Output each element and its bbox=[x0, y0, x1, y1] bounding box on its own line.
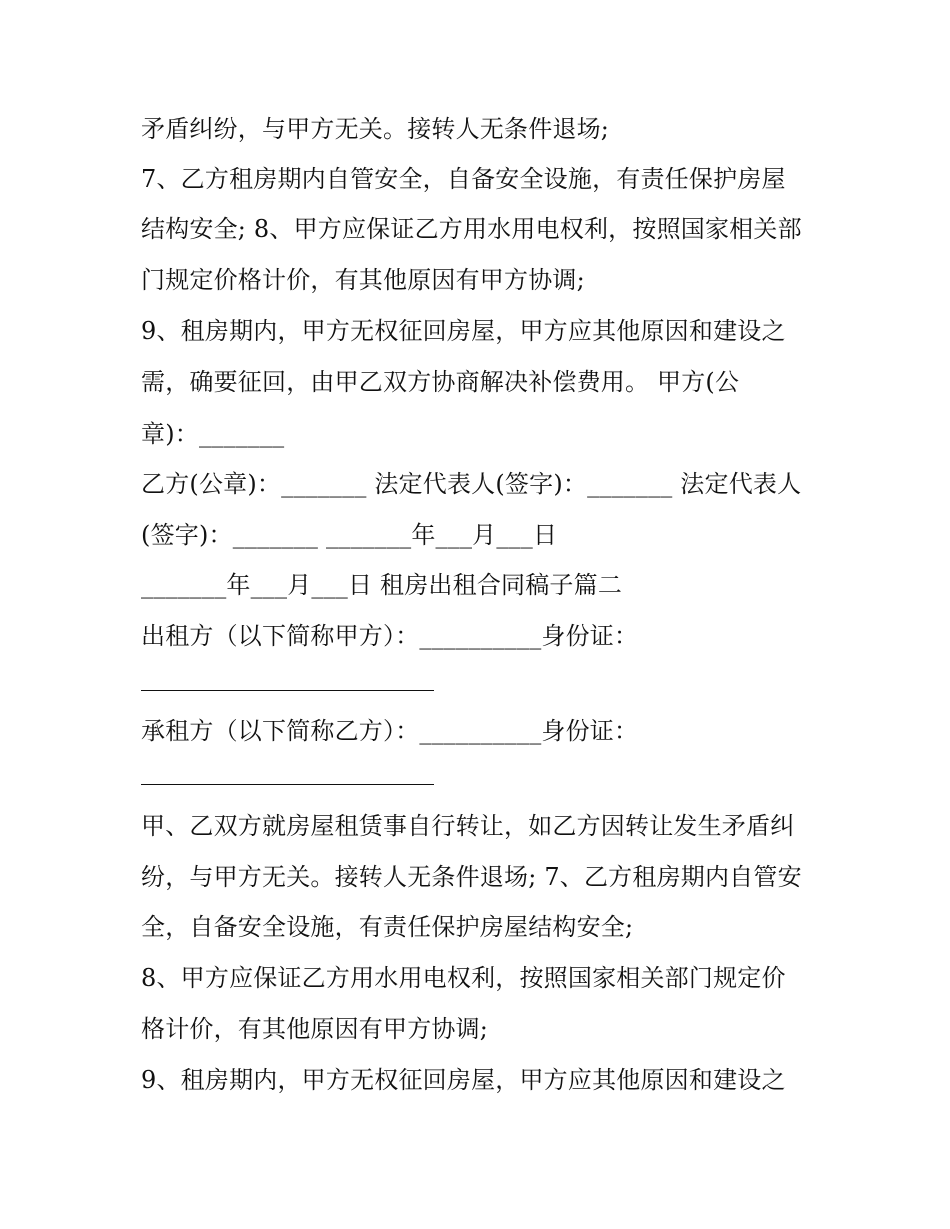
text-line: 9、租房期内，甲方无权征回房屋，甲方应其他原因和建设之 bbox=[141, 1066, 786, 1094]
text-line: 承租方（以下简称乙方）：__________身份证： bbox=[141, 717, 639, 745]
text-line: 乙方(公章)：_______ 法定代表人(签字)：_______ 法定代表人 bbox=[141, 470, 802, 498]
text-line: 全，自备安全设施，有责任保护房屋结构安全; bbox=[141, 913, 634, 941]
text-line: 8、甲方应保证乙方用水用电权利，按照国家相关部门规定价 bbox=[141, 964, 786, 992]
fill-in-blank-line bbox=[141, 690, 434, 691]
text-line: 结构安全; 8、甲方应保证乙方用水用电权利，按照国家相关部 bbox=[141, 215, 802, 243]
text-line: 甲、乙双方就房屋租赁事自行转让，如乙方因转让发生矛盾纠 bbox=[141, 812, 795, 840]
text-line: 门规定价格计价，有其他原因有甲方协调; bbox=[141, 266, 585, 294]
text-line: 出租方（以下简称甲方）：__________身份证： bbox=[141, 622, 639, 650]
text-line: 章)：_______ bbox=[141, 420, 285, 448]
text-line: 矛盾纠纷，与甲方无关。接转人无条件退场; bbox=[141, 115, 610, 143]
text-line: 9、租房期内，甲方无权征回房屋，甲方应其他原因和建设之 bbox=[141, 317, 786, 345]
text-line: _______年___月___日 租房出租合同稿子篇二 bbox=[141, 571, 623, 599]
text-line: (签字)：_______ _______年___月___日 bbox=[141, 521, 558, 549]
text-line: 纷，与甲方无关。接转人无条件退场; 7、乙方租房期内自管安 bbox=[141, 863, 802, 891]
fill-in-blank-line bbox=[141, 784, 434, 785]
text-line: 7、乙方租房期内自管安全，自备安全设施，有责任保护房屋 bbox=[141, 165, 786, 193]
text-line: 格计价，有其他原因有甲方协调; bbox=[141, 1015, 489, 1043]
text-line: 需，确要征回，由甲乙双方协商解决补偿费用。 甲方(公 bbox=[141, 368, 740, 396]
